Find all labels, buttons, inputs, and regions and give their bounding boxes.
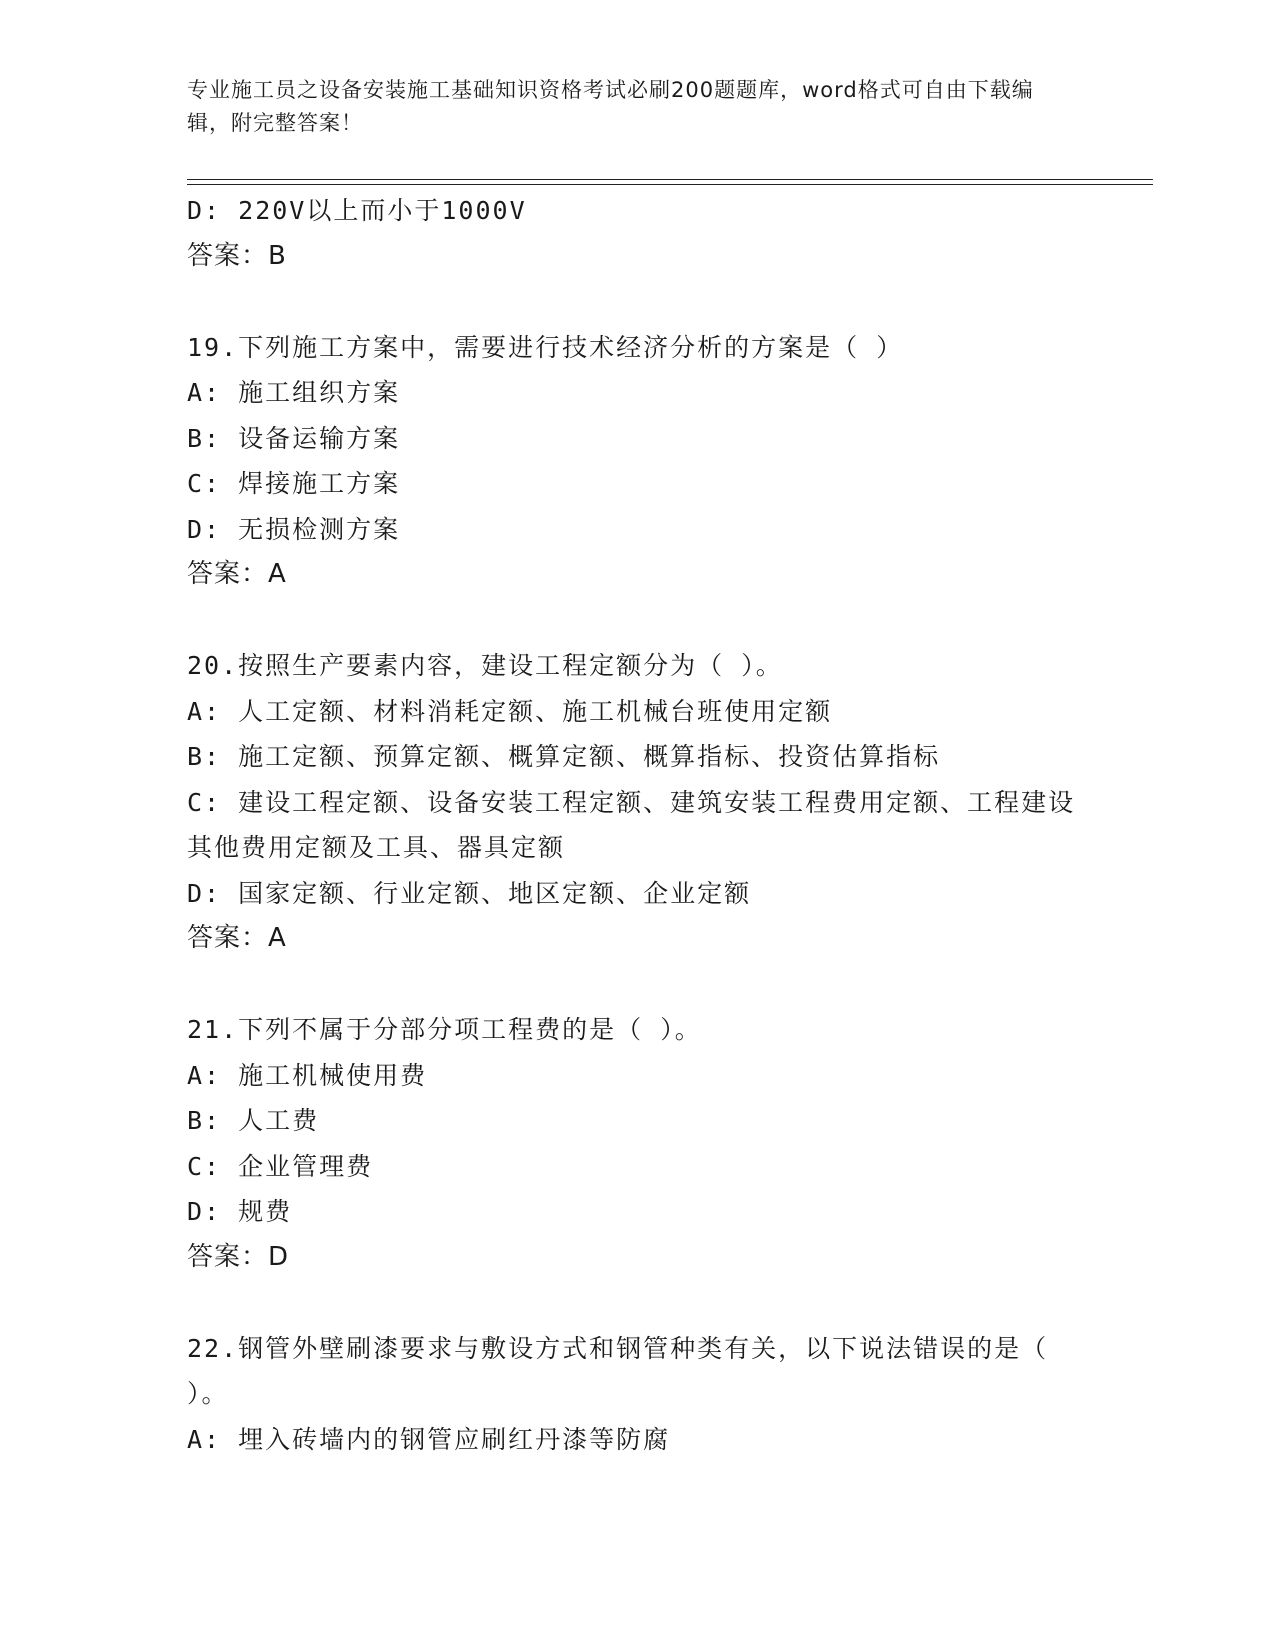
- option-a: A: 人工定额、材料消耗定额、施工机械台班使用定额: [187, 696, 833, 726]
- question-content: [187, 188, 1087, 1462]
- option-d: D: 无损检测方案: [187, 514, 401, 544]
- spacer: [187, 962, 1087, 1008]
- option-c: C: 焊接施工方案: [187, 469, 401, 498]
- question-19: [187, 325, 1087, 598]
- option-d: D: 规费: [187, 1197, 293, 1226]
- option-c: C: 建设工程定额、设备安装工程定额、建筑安装工程费用定额、工程建设其他费用定额及工具、器具定额: [187, 787, 1076, 862]
- question-text: 20.按照生产要素内容，建设工程定额分为（ ）。: [187, 651, 783, 680]
- option-b: B: 设备运输方案: [187, 423, 401, 453]
- option-c: C: 企业管理费: [187, 1151, 374, 1181]
- option-a: A: 施工组织方案: [187, 378, 401, 407]
- question-22: [187, 1326, 1087, 1463]
- answer: 答案：A: [187, 559, 287, 589]
- question-20: [187, 643, 1087, 962]
- spacer: [187, 279, 1087, 325]
- option-a: A: 施工机械使用费: [187, 1060, 428, 1090]
- option-a: A: 埋入砖墙内的钢管应刷红丹漆等防腐: [187, 1424, 671, 1454]
- option-d: D: 国家定额、行业定额、地区定额、企业定额: [187, 878, 752, 908]
- spacer: [187, 598, 1087, 644]
- header-divider-bottom: [187, 184, 1153, 185]
- question-text: 21.下列不属于分部分项工程费的是（ ）。: [187, 1015, 702, 1044]
- prev-option-d: D: 220V以上而小于1000V: [187, 196, 527, 225]
- question-21: [187, 1007, 1087, 1280]
- question-text: 19.下列施工方案中，需要进行技术经济分析的方案是（ ）: [187, 332, 904, 362]
- answer: 答案：A: [187, 923, 287, 953]
- option-b: B: 施工定额、预算定额、概算定额、概算指标、投资估算指标: [187, 742, 941, 771]
- spacer: [187, 1280, 1087, 1326]
- answer: 答案：D: [187, 1241, 290, 1272]
- question-text: 22.钢管外壁刷漆要求与敷设方式和钢管种类有关，以下说法错误的是（ ）。: [187, 1333, 1066, 1408]
- option-b: B: 人工费: [187, 1106, 320, 1135]
- prev-answer: 答案：B: [187, 240, 287, 271]
- document-header: 专业施工员之设备安装施工基础知识资格考试必刷200题题库，word格式可自由下载编辑，附完整答案！: [187, 78, 1034, 135]
- header-divider-top: [187, 179, 1153, 180]
